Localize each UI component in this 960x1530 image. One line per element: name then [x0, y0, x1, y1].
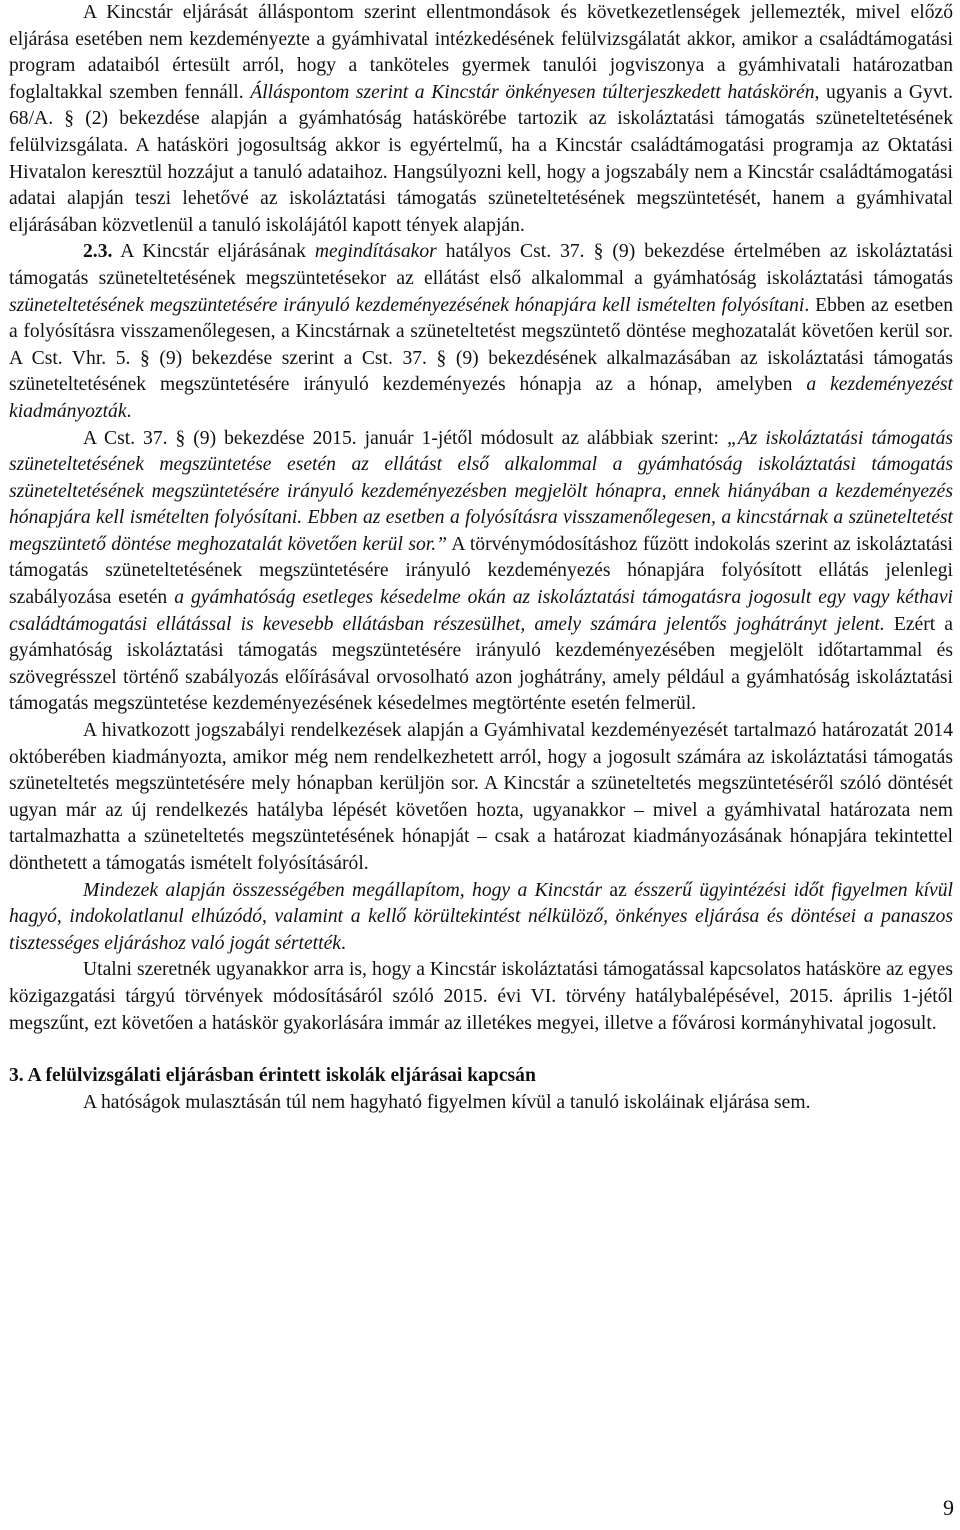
text-run: A Cst. 37. § (9) bekezdése 2015. január 1-jétől módosult az alábbiak szerint:: [83, 427, 727, 449]
text-run: Ezért a gyámhatóság iskoláztatási támogatás megszüntetésére irányuló kezdeményezésében megjelölt időtartammal és szövegrésszel történő szabályozás előírásával orvosolható azon joghátrány, amely például a gyámhatóság iskoláztatási támogatás megszüntetése kezdeményezésének késedelmes megtörténte esetén felmerül.: [9, 613, 953, 715]
text-run: az: [602, 879, 635, 901]
closing-paragraph: A hatóságok mulasztásán túl nem hagyható figyelmen kívül a tanuló iskoláinak eljárása sem.: [83, 1091, 811, 1113]
text-run: A hivatkozott jogszabályi rendelkezések alapján a Gyámhivatal kezdeményezését tartalmazó határozatát 2014 októberében kiadmányozta, amikor még nem rendelkezhetett arról, hogy a jogosult számára az iskoláztatási támogatás szüneteltetés megszüntetésére mely hónapban kerüljön sor. A Kincstár a szüneteltetés megszüntetéséről szóló döntését ugyan már az új rendelkezés hatályba lépését követően hozta, ugyanakkor – mivel a gyámhivatal határozata nem tartalmazhatta a szüneteltetés megszüntetésének hónapját – csak a határozat kiadmányozásának hónapjára tekintettel dönthetett a támogatás ismételt folyósításáról.: [9, 720, 953, 874]
paragraph-3: [9, 426, 953, 719]
paragraph-2: [9, 239, 953, 425]
italic-text: „Az iskoláztatási támogatás szüneteltetésének megszüntetése esetén az ellátást első alkalommal a gyámhatóság iskoláztatási támogatás szüneteltetésének megszüntetésére irányuló kezdeményezésben megjelölt hónapra, ennek hiányában a kezdeményezés hónapjára kell ismételten folyósítani. Ebben az esetben a folyósításra visszamenőlegesen, a kincstárnak a szüneteltetést megszüntető döntése meghozatalát követően kerül sor.”: [9, 427, 953, 555]
paragraph-4: [9, 718, 953, 878]
body-text: [9, 0, 953, 1037]
paragraph-5: [9, 878, 953, 958]
italic-text: Mindezek alapján összességében megállapítom, hogy a Kincstár: [83, 879, 603, 901]
paragraph-1: [9, 0, 953, 239]
text-run: .: [340, 932, 346, 954]
paragraph-6: [9, 957, 953, 1037]
italic-text: szüneteltetésének megszüntetésére irányuló kezdeményezésének hónapjára kell ismételten folyósítani: [9, 294, 805, 316]
text-run: hatályos Cst. 37. § (9) bekezdése értelmében az iskoláztatási támogatás szüneteltetésének megszüntetésekor az ellátást első alkalommal a gyámhatóság iskoláztatási támogatás: [9, 241, 953, 289]
italic-text: a kezdeményezést kiadmányozták: [9, 374, 954, 422]
text-run: . Ebben az esetben a folyósításra visszamenőlegesen, a Kincstárnak a szüneteltetést megszüntető döntése meghozatalát követően kerül sor. A Cst. Vhr. 5. § (9) bekezdése szerint a Cst. 37. § (9) bekezdésének alkalmazásában az iskoláztatási támogatás szüneteltetésének megszüntetésére irányuló kezdeményezés hónapja az a hónap, amelyben: [9, 294, 954, 396]
italic-text: ésszerű ügyintézési időt figyelmen kívül hagyó, indokolatlanul elhúzódó, valamint a kellő körültekintést nélkülöző, önkényes eljárása és döntései a panaszos tisztességes eljáráshoz való jogát sértették: [9, 879, 953, 954]
italic-text: Álláspontom szerint a Kincstár önkényesen túlterjeszkedett hatáskörén: [250, 81, 815, 103]
italic-text: megindításakor: [314, 241, 437, 263]
page-number: 9: [943, 1495, 954, 1520]
bold-text: 2.3.: [83, 241, 113, 263]
text-run: A Kincstár eljárásának: [112, 241, 315, 263]
italic-text: a gyámhatóság esetleges késedelme okán az iskoláztatási támogatásra jogosult egy vagy kéthavi családtámogatási ellátással is kevesebb ellátásban részesülhet, amely számára jelentős joghátrányt jelent.: [9, 587, 953, 635]
text-run: .: [126, 400, 132, 422]
text-run: A törvénymódosításhoz fűzött indokolás szerint az iskoláztatási támogatás szüneteltetésének megszüntetésére irányuló kezdeményezés hónapjára folyósított ellátás jelenlegi szabályozása esetén: [9, 533, 953, 609]
text-run: , ugyanis a Gyvt. 68/A. § (2) bekezdése alapján a gyámhatóság hatáskörébe tartozik az iskoláztatási támogatás szüneteltetésének felülvizsgálata. A hatásköri jogosultság akkor is egyértelmű, ha a Kincstár családtámogatási programja az Oktatási Hivatalon keresztül hozzájut a tanuló adataihoz. Hangsúlyozni kell, hogy a jogszabály nem a Kincstár családtámogatási adatai alapján teszi lehetővé az iskoláztatási támogatás szüneteltetésének megszüntetését, hanem a gyámhivatal eljárásában közvetlenül a tanuló iskolájától kapott tények alapján.: [9, 81, 953, 236]
text-run: A Kincstár eljárását álláspontom szerint ellentmondások és következetlenségek jellemezték, mivel előző eljárása esetében nem kezdeményezte a gyámhivatal intézkedésének felülvizsgálatát akkor, amikor a családtámogatási program adataiból értesült arról, hogy a tanköteles gyermek tanulói jogviszonya a gyámhivatali határozatban foglaltakkal szemben fennáll.: [9, 2, 953, 103]
text-run: Utalni szeretnék ugyanakkor arra is, hogy a Kincstár iskoláztatási támogatással kapcsolatos hatásköre az egyes közigazgatási tárgyú törvények módosításáról szóló 2015. évi VI. törvény hatálybalépésével, 2015. április 1-jétől megszűnt, ezt követően a hatáskör gyakorlására immár az illetékes megyei, illetve a fővárosi kormányhivatal jogosult.: [9, 959, 953, 1034]
section-heading: 3. A felülvizsgálati eljárásban érintett iskolák eljárásai kapcsán: [9, 1065, 536, 1087]
